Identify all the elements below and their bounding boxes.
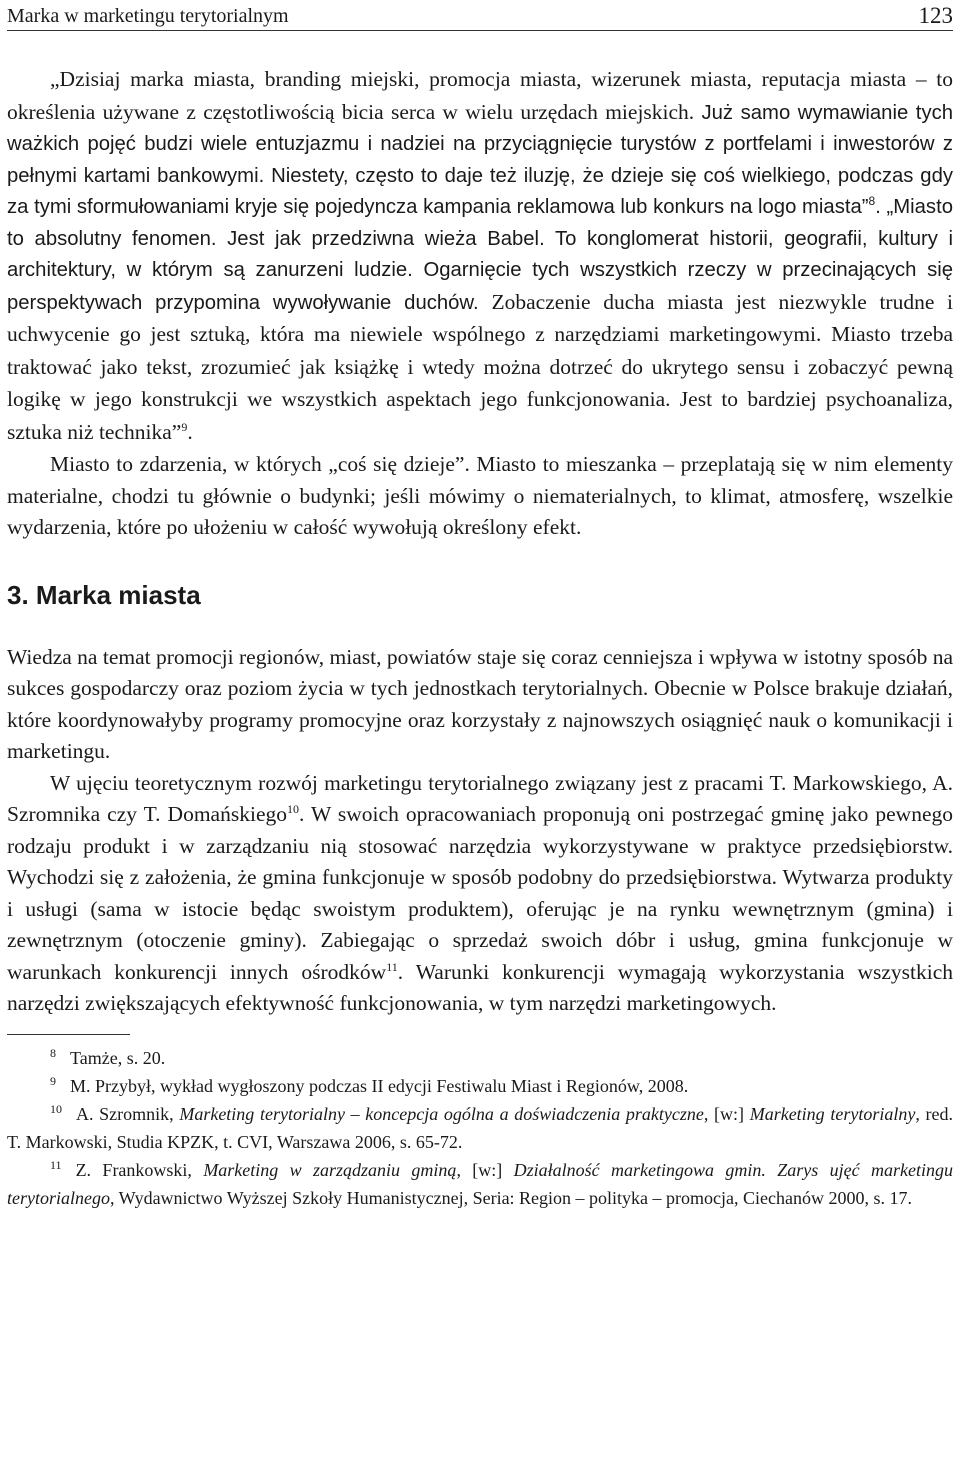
footnote-text: Tamże, s. 20. — [70, 1047, 166, 1068]
footnote-title: Marketing w zarządzaniu gminą — [203, 1159, 457, 1180]
section-heading: 3. Marka miasta — [7, 579, 201, 610]
quote-closing: Zobaczenie ducha miasta jest niezwykle trudne i uchwycenie go jest sztuką, która ma niewiele wspólnego z narzędziami marketingowymi. Miasto trzeba traktować jako tekst, zrozumieć jak książkę i wtedy można dotrzeć do ukrytego sensu i zobaczyć pewną logikę w jego konstrukcji we wszystkich aspektach jego funkcjonowania. Jest to bardziej psychoanaliza, sztuka niż technika” — [7, 289, 953, 444]
footnote-separator — [7, 1034, 130, 1035]
paragraph-knowledge: Wiedza na temat promocji regionów, miast, powiatów staje się coraz cenniejsza i wpływa w istotny sposób na sukces gospodarczy oraz poziom życia w tych jednostkach terytorialnych. Obecnie w Polsce brakuje działań, które koordynowałyby programy promocyjne oraz korzystały z najnowszych osiągnięć nauk o komunikacji i marketingu. — [7, 644, 953, 763]
footnote-number: 10 — [50, 1101, 62, 1116]
footnote-in: , [w:] — [456, 1159, 514, 1180]
paragraph-city-events: Miasto to zdarzenia, w których „coś się dzieje”. Miasto to mieszanka – przeplatają się w nim elementy materialne, chodzi tu głównie o budynki; jeśli mówimy o niematerialnych, to klimat, atmosferę, wszelkie wydarzenia, które po ułożeniu w całość wywołują określony efekt. — [7, 452, 953, 539]
theory-text-c: . Warunki konkurencji wymagają wykorzystania wszystkich narzędzi zwiększających efektywność funkcjonowania, w tym narzędzi marketingowych. — [7, 959, 953, 1015]
footnote-in: , [w:] — [703, 1103, 750, 1124]
footnote-number: 9 — [50, 1073, 56, 1088]
footnote-11 — [7, 1156, 953, 1212]
footnote-8 — [7, 1044, 953, 1072]
page-header — [7, 2, 953, 30]
running-title: Marka w marketingu terytorialnym — [7, 5, 289, 27]
footnote-ref-11[interactable]: 11 — [386, 959, 398, 974]
quote-opening: „Dzisiaj marka miasta, branding miejski, promocja miasta, wizerunek miasta, reputacja miasta – to określenia używane z częstotliwością bicia serca w wielu urzędach miejskich. — [7, 67, 953, 124]
footnote-ref-9[interactable]: 9 — [181, 419, 188, 434]
page-number: 123 — [918, 3, 953, 28]
footnote-author: A. Szromnik, — [76, 1103, 180, 1124]
theory-text-b: . W swoich opracowaniach proponują oni postrzegać gminę jako pewnego rodzaju produkt i w zarządzaniu nią stosować narzędzia wykorzystywane w praktyce przedsiębiorstw. Wychodzi się z założenia, że gmina funkcjonuje w sposób podobny do przedsiębiorstwa. Wytwarza produkty i usługi (sama w istocie będąc swoistym produktem), oferując je na rynku wewnętrznym (gmina) i zewnętrznym (otoczenie gminy). Zabiegając o sprzedaż swoich dóbr i usług, gmina funkcjonuje w warunkach konkurencji innych ośrodków — [7, 802, 953, 984]
quote-end: . — [187, 419, 193, 444]
footnote-ref-8[interactable]: 8 — [868, 194, 876, 209]
footnote-number: 11 — [50, 1157, 62, 1172]
footnote-number: 8 — [50, 1045, 56, 1060]
footnote-9 — [7, 1072, 953, 1100]
header-rule — [7, 30, 953, 31]
footnote-book-title: Działalność marketingowa gmin. Zarys ujęć marketingu terytorialnego — [7, 1159, 953, 1208]
paragraph-theory — [7, 768, 953, 1020]
footnote-publication: , red. T. Markowski, Studia KPZK, t. CVI, Warszawa 2006, s. 65-72. — [7, 1103, 953, 1152]
footnote-book-title: Marketing terytorialny — [749, 1103, 916, 1124]
footnote-title: Marketing terytorialny – koncepcja ogólna a doświadczenia praktyczne — [179, 1103, 704, 1124]
footnote-ref-10[interactable]: 10 — [286, 801, 299, 816]
section-heading-wrap — [7, 578, 953, 612]
footnote-text: M. Przybył, wykład wygłoszony podczas II edycji Festiwalu Miast i Regionów, 2008. — [70, 1075, 689, 1096]
footnote-10 — [7, 1100, 953, 1156]
quote-second: . „Miasto to absolutny fenomen. Jest jak przedziwna wieża Babel. To konglomerat historii, geografii, kultury i architektury, w którym są zanurzeni ludzie. Ogarnięcie tych wszystkich rzeczy w przecinających się perspektywach przypomina wywoływanie duchów. — [7, 196, 953, 314]
paragraph-quote — [7, 64, 953, 449]
footnote-publication: , Wydawnictwo Wyższej Szkoły Humanistycznej, Seria: Region – polityka – promocja, Ciechanów 2000, s. 17. — [109, 1187, 912, 1208]
footnote-author: Z. Frankowski, — [75, 1159, 204, 1180]
quote-middle: Już samo wymawianie tych ważkich pojęć budzi wiele entuzjazmu i nadziei na przyciągnięcie turystów z portfelami i inwestorów z pełnymi kartami bankowymi. Niestety, często to daje też iluzję, że dzieje się coś wielkiego, podczas gdy za tymi sformułowaniami kryje się pojedyncza kampania reklamowa lub konkurs na logo miasta” — [7, 101, 954, 218]
theory-text-a: W ujęciu teoretycznym rozwój marketingu terytorialnego związany jest z pracami T. Markowskiego, A. Szromnika czy T. Domańskiego — [7, 770, 953, 826]
main-text — [7, 64, 953, 1212]
